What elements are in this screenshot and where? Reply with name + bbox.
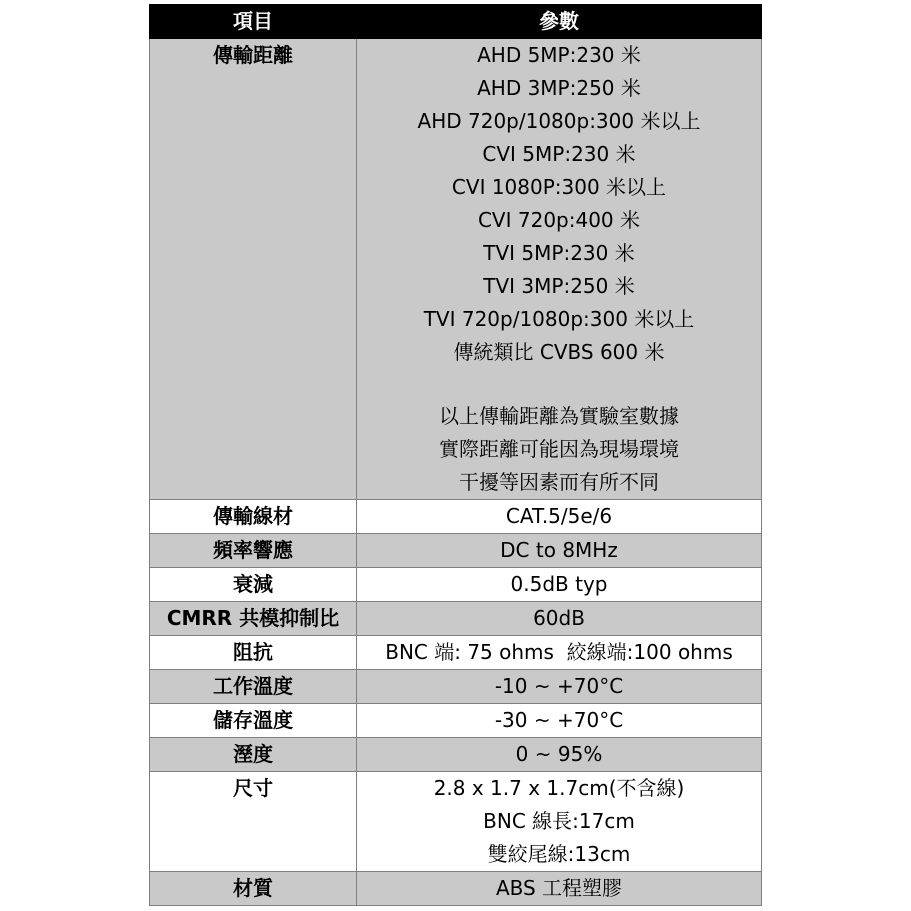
value-cmrr: 60dB xyxy=(357,602,762,636)
label-material: 材質 xyxy=(150,872,357,906)
label-frequency: 頻率響應 xyxy=(150,534,357,568)
distance-line: AHD 720p/1080p:300 米以上 xyxy=(417,109,701,133)
row-distance xyxy=(150,39,762,500)
value-size xyxy=(357,772,762,872)
row-size xyxy=(150,772,762,872)
impedance-text: BNC 端: 75 ohms 絞線端:100 ohms xyxy=(385,640,733,664)
distance-line: TVI 5MP:230 米 xyxy=(483,241,635,265)
value-humidity: 0 ~ 95% xyxy=(357,738,762,772)
size-line: BNC 線長:17cm xyxy=(483,809,635,833)
distance-line: AHD 3MP:250 米 xyxy=(477,76,641,100)
row-humidity xyxy=(150,738,762,772)
distance-line: TVI 3MP:250 米 xyxy=(483,274,635,298)
header-param: 參數 xyxy=(357,5,762,39)
value-frequency: DC to 8MHz xyxy=(357,534,762,568)
label-storage-temp: 儲存溫度 xyxy=(150,704,357,738)
spacer xyxy=(357,369,761,400)
row-work-temp xyxy=(150,670,762,704)
distance-note: 以上傳輸距離為實驗室數據 xyxy=(439,404,679,428)
spec-table xyxy=(149,4,762,906)
distance-line: 傳統類比 CVBS 600 米 xyxy=(453,340,665,364)
value-attenuation: 0.5dB typ xyxy=(357,568,762,602)
value-distance xyxy=(357,39,762,500)
value-material: ABS 工程塑膠 xyxy=(357,872,762,906)
header-item: 項目 xyxy=(150,5,357,39)
value-storage-temp: -30 ~ +70°C xyxy=(357,704,762,738)
label-cmrr-cjk: 共模抑制比 xyxy=(232,606,340,630)
distance-line: CVI 1080P:300 米以上 xyxy=(451,175,667,199)
row-attenuation xyxy=(150,568,762,602)
row-cmrr xyxy=(150,602,762,636)
label-cmrr-latin: CMRR xyxy=(166,606,233,630)
row-cable xyxy=(150,500,762,534)
value-cable: CAT.5/5e/6 xyxy=(357,500,762,534)
label-size: 尺寸 xyxy=(150,772,357,872)
label-attenuation: 衰減 xyxy=(150,568,357,602)
label-distance: 傳輸距離 xyxy=(150,39,357,500)
distance-line: AHD 5MP:230 米 xyxy=(477,43,641,67)
row-impedance xyxy=(150,636,762,670)
row-storage-temp xyxy=(150,704,762,738)
size-line: 2.8 x 1.7 x 1.7cm(不含線) xyxy=(433,776,685,800)
distance-line: CVI 720p:400 米 xyxy=(477,208,641,232)
header-row xyxy=(150,5,762,39)
label-humidity: 溼度 xyxy=(150,738,357,772)
row-material xyxy=(150,872,762,906)
label-work-temp: 工作溫度 xyxy=(150,670,357,704)
distance-line: TVI 720p/1080p:300 米以上 xyxy=(423,307,695,331)
distance-note: 實際距離可能因為現場環境 xyxy=(439,437,679,461)
distance-note: 干擾等因素而有所不同 xyxy=(459,470,659,494)
label-impedance: 阻抗 xyxy=(150,636,357,670)
value-work-temp: -10 ~ +70°C xyxy=(357,670,762,704)
distance-line: CVI 5MP:230 米 xyxy=(482,142,636,166)
label-cable: 傳輸線材 xyxy=(150,500,357,534)
size-line: 雙絞尾線:13cm xyxy=(487,842,631,866)
row-frequency xyxy=(150,534,762,568)
value-impedance xyxy=(357,636,762,670)
label-cmrr xyxy=(150,602,357,636)
